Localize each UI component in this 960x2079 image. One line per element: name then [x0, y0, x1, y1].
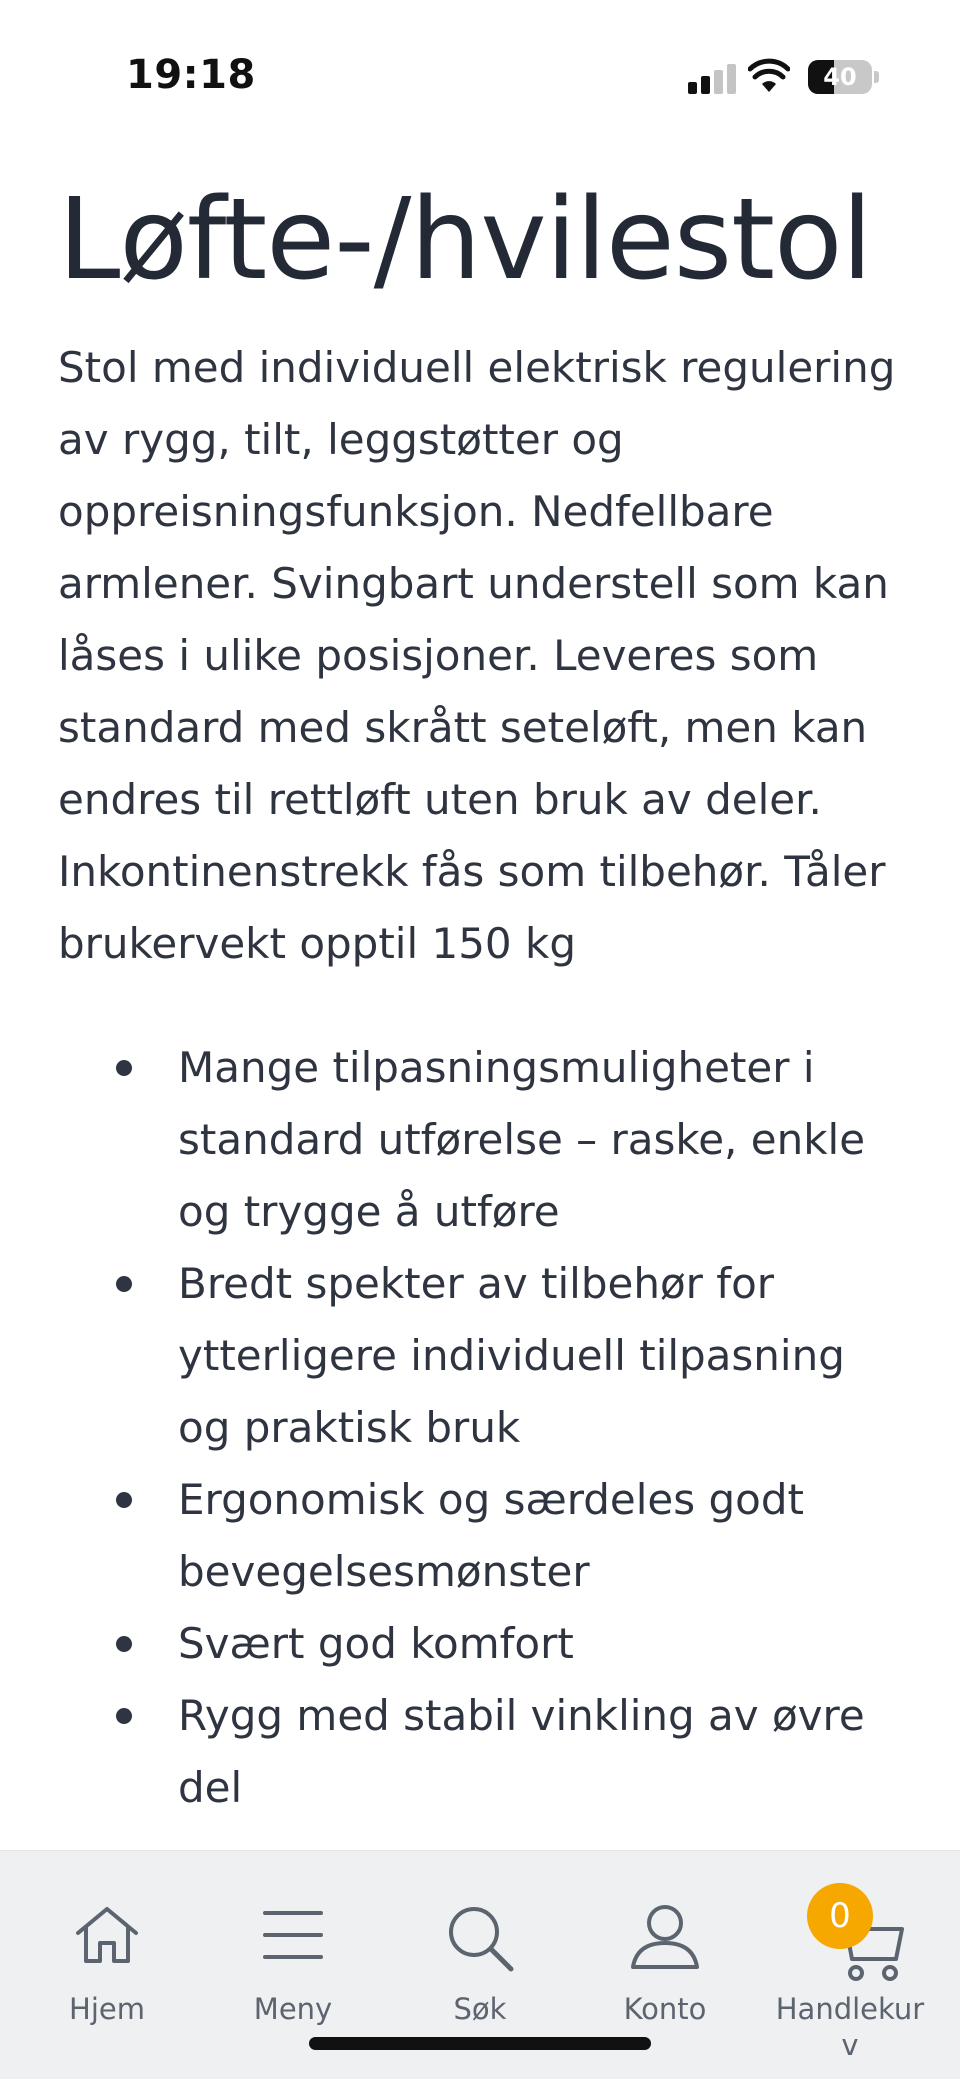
wifi-icon: [748, 58, 790, 94]
feature-list: [58, 1032, 908, 1824]
feature-text: Ergonomisk og særdeles godt bevegelsesmønster: [178, 1475, 804, 1596]
feature-item: [178, 1032, 908, 1248]
bullet-icon: [116, 1492, 132, 1508]
nav-menu-label: Meny: [253, 1992, 333, 2026]
feature-text: Bredt spekter av tilbehør for ytterligere individuell tilpasning og praktisk bruk: [178, 1259, 845, 1452]
status-time: 19:18: [126, 52, 256, 98]
feature-item: [178, 1608, 908, 1680]
battery-icon: [808, 60, 880, 94]
cellular-signal-icon: [688, 64, 736, 94]
status-bar: [0, 0, 960, 150]
battery-percentage: 40: [823, 63, 857, 91]
nav-search-label: Søk: [453, 1992, 507, 2026]
home-icon: [72, 1903, 142, 1967]
feature-text: Rygg med stabil vinkling av øvre del: [178, 1691, 865, 1812]
page-title: Løfte-/hvilestol: [58, 175, 872, 305]
nav-home[interactable]: [17, 1851, 197, 2079]
feature-text: Svært god komfort: [178, 1619, 574, 1668]
feature-item: [178, 1680, 908, 1824]
account-icon: [629, 1903, 701, 1971]
product-description: Stol med individuell elektrisk regulering av rygg, tilt, leggstøtter og oppreisningsfunksjon. Nedfellbare armlener. Svingbart understell som kan låses i ulike posisjoner. Leveres som standard med skrått seteløft, men kan endres til rettløft uten bruk av deler. Inkontinenstrekk fås som tilbehør. Tåler brukervekt opptil 150 kg: [58, 343, 896, 968]
bullet-icon: [116, 1060, 132, 1076]
cart-count-badge: 0: [807, 1883, 873, 1949]
feature-item: [178, 1248, 908, 1464]
nav-cart-label: Handlekurv: [775, 1992, 925, 2062]
product-content: [58, 170, 908, 1850]
feature-item: [178, 1464, 908, 1608]
home-indicator[interactable]: [309, 2037, 651, 2050]
nav-home-label: Hjem: [69, 1992, 145, 2026]
nav-account-label: Konto: [623, 1992, 707, 2026]
menu-icon: [261, 1903, 325, 1967]
bullet-icon: [116, 1708, 132, 1724]
search-icon: [445, 1903, 515, 1973]
bullet-icon: [116, 1276, 132, 1292]
bullet-icon: [116, 1636, 132, 1652]
feature-text: Mange tilpasningsmuligheter i standard utførelse – raske, enkle og trygge å utføre: [178, 1043, 866, 1236]
nav-cart[interactable]: [760, 1851, 940, 2079]
